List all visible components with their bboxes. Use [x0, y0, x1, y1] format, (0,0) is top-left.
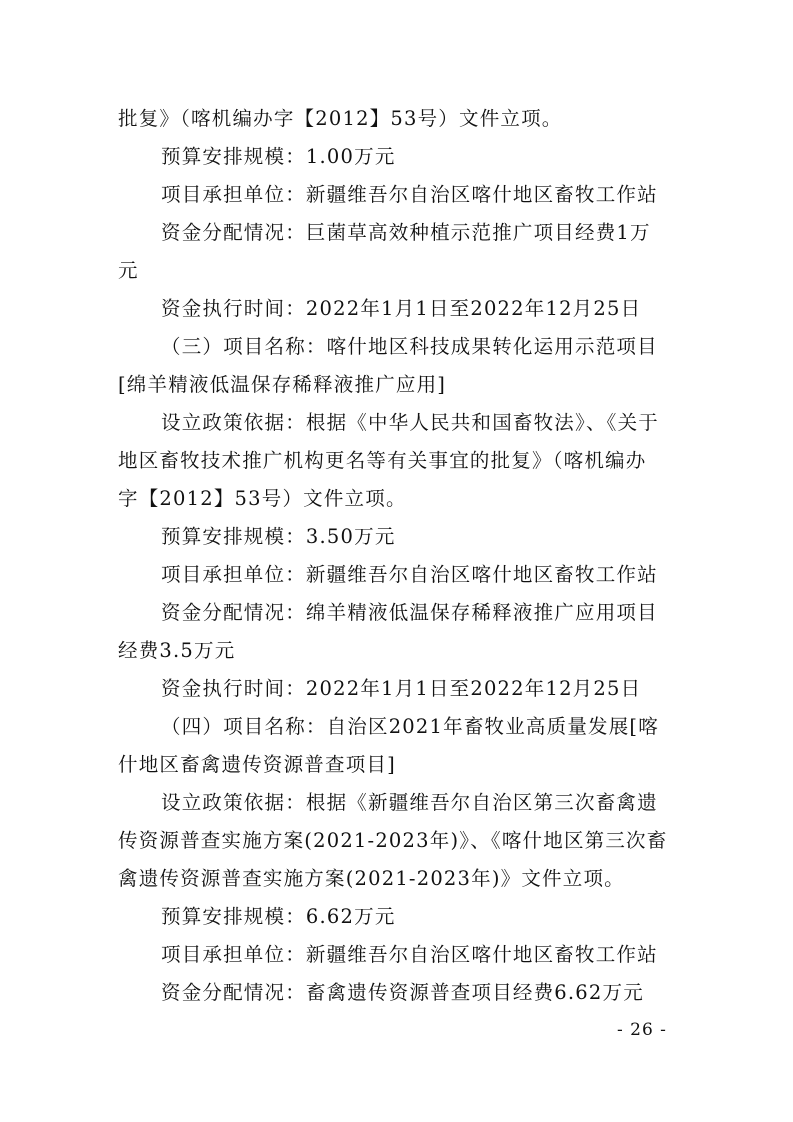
text-line-project-3-title-cont: [绵羊精液低温保存稀释液推广应用] — [118, 373, 447, 396]
text-line-undertaking-unit: 项目承担单位：新疆维吾尔自治区喀什地区畜牧工作站 — [161, 563, 658, 586]
text-line-undertaking-unit: 项目承担单位：新疆维吾尔自治区喀什地区畜牧工作站 — [161, 943, 658, 966]
page-number: - 26 - — [617, 1020, 667, 1040]
text-line-approval-reference: 批复》（喀机编办字【2012】53号）文件立项。 — [118, 107, 563, 130]
text-line-project-4-title-cont: 什地区畜禽遗传资源普查项目] — [118, 753, 396, 776]
text-line-fund-allocation: 资金分配情况：畜禽遗传资源普查项目经费6.62万元 — [161, 981, 644, 1004]
text-line-project-4-title: （四）项目名称：自治区2021年畜牧业高质量发展[喀 — [161, 715, 659, 738]
text-line-policy-basis-cont-1: 传资源普查实施方案(2021-2023年)》、《喀什地区第三次畜 — [118, 829, 668, 852]
text-line-budget-scale: 预算安排规模：6.62万元 — [161, 905, 396, 928]
text-line-policy-basis-cont-1: 地区畜牧技术推广机构更名等有关事宜的批复》（喀机编办 — [118, 449, 647, 472]
text-line-policy-basis: 设立政策依据：根据《新疆维吾尔自治区第三次畜禽遗 — [161, 791, 658, 814]
text-line-fund-allocation: 资金分配情况：巨菌草高效种植示范推广项目经费1万 — [161, 221, 651, 244]
text-line-budget-scale: 预算安排规模：1.00万元 — [161, 145, 396, 168]
text-line-undertaking-unit: 项目承担单位：新疆维吾尔自治区喀什地区畜牧工作站 — [161, 183, 658, 206]
text-line-fund-allocation-cont: 经费3.5万元 — [118, 639, 236, 662]
text-line-execution-time: 资金执行时间：2022年1月1日至2022年12月25日 — [161, 297, 642, 320]
text-line-budget-scale: 预算安排规模：3.50万元 — [161, 525, 396, 548]
text-line-policy-basis-cont-2: 字【2012】53号）文件立项。 — [118, 487, 407, 510]
text-line-project-3-title: （三）项目名称：喀什地区科技成果转化运用示范项目 — [161, 335, 658, 358]
text-line-fund-allocation-cont: 元 — [118, 259, 139, 282]
text-line-policy-basis: 设立政策依据：根据《中华人民共和国畜牧法》、《关于 — [161, 411, 660, 434]
text-line-execution-time: 资金执行时间：2022年1月1日至2022年12月25日 — [161, 677, 642, 700]
text-line-fund-allocation: 资金分配情况：绵羊精液低温保存稀释液推广应用项目 — [161, 601, 658, 624]
text-line-policy-basis-cont-2: 禽遗传资源普查实施方案(2021-2023年)》文件立项。 — [118, 867, 625, 890]
